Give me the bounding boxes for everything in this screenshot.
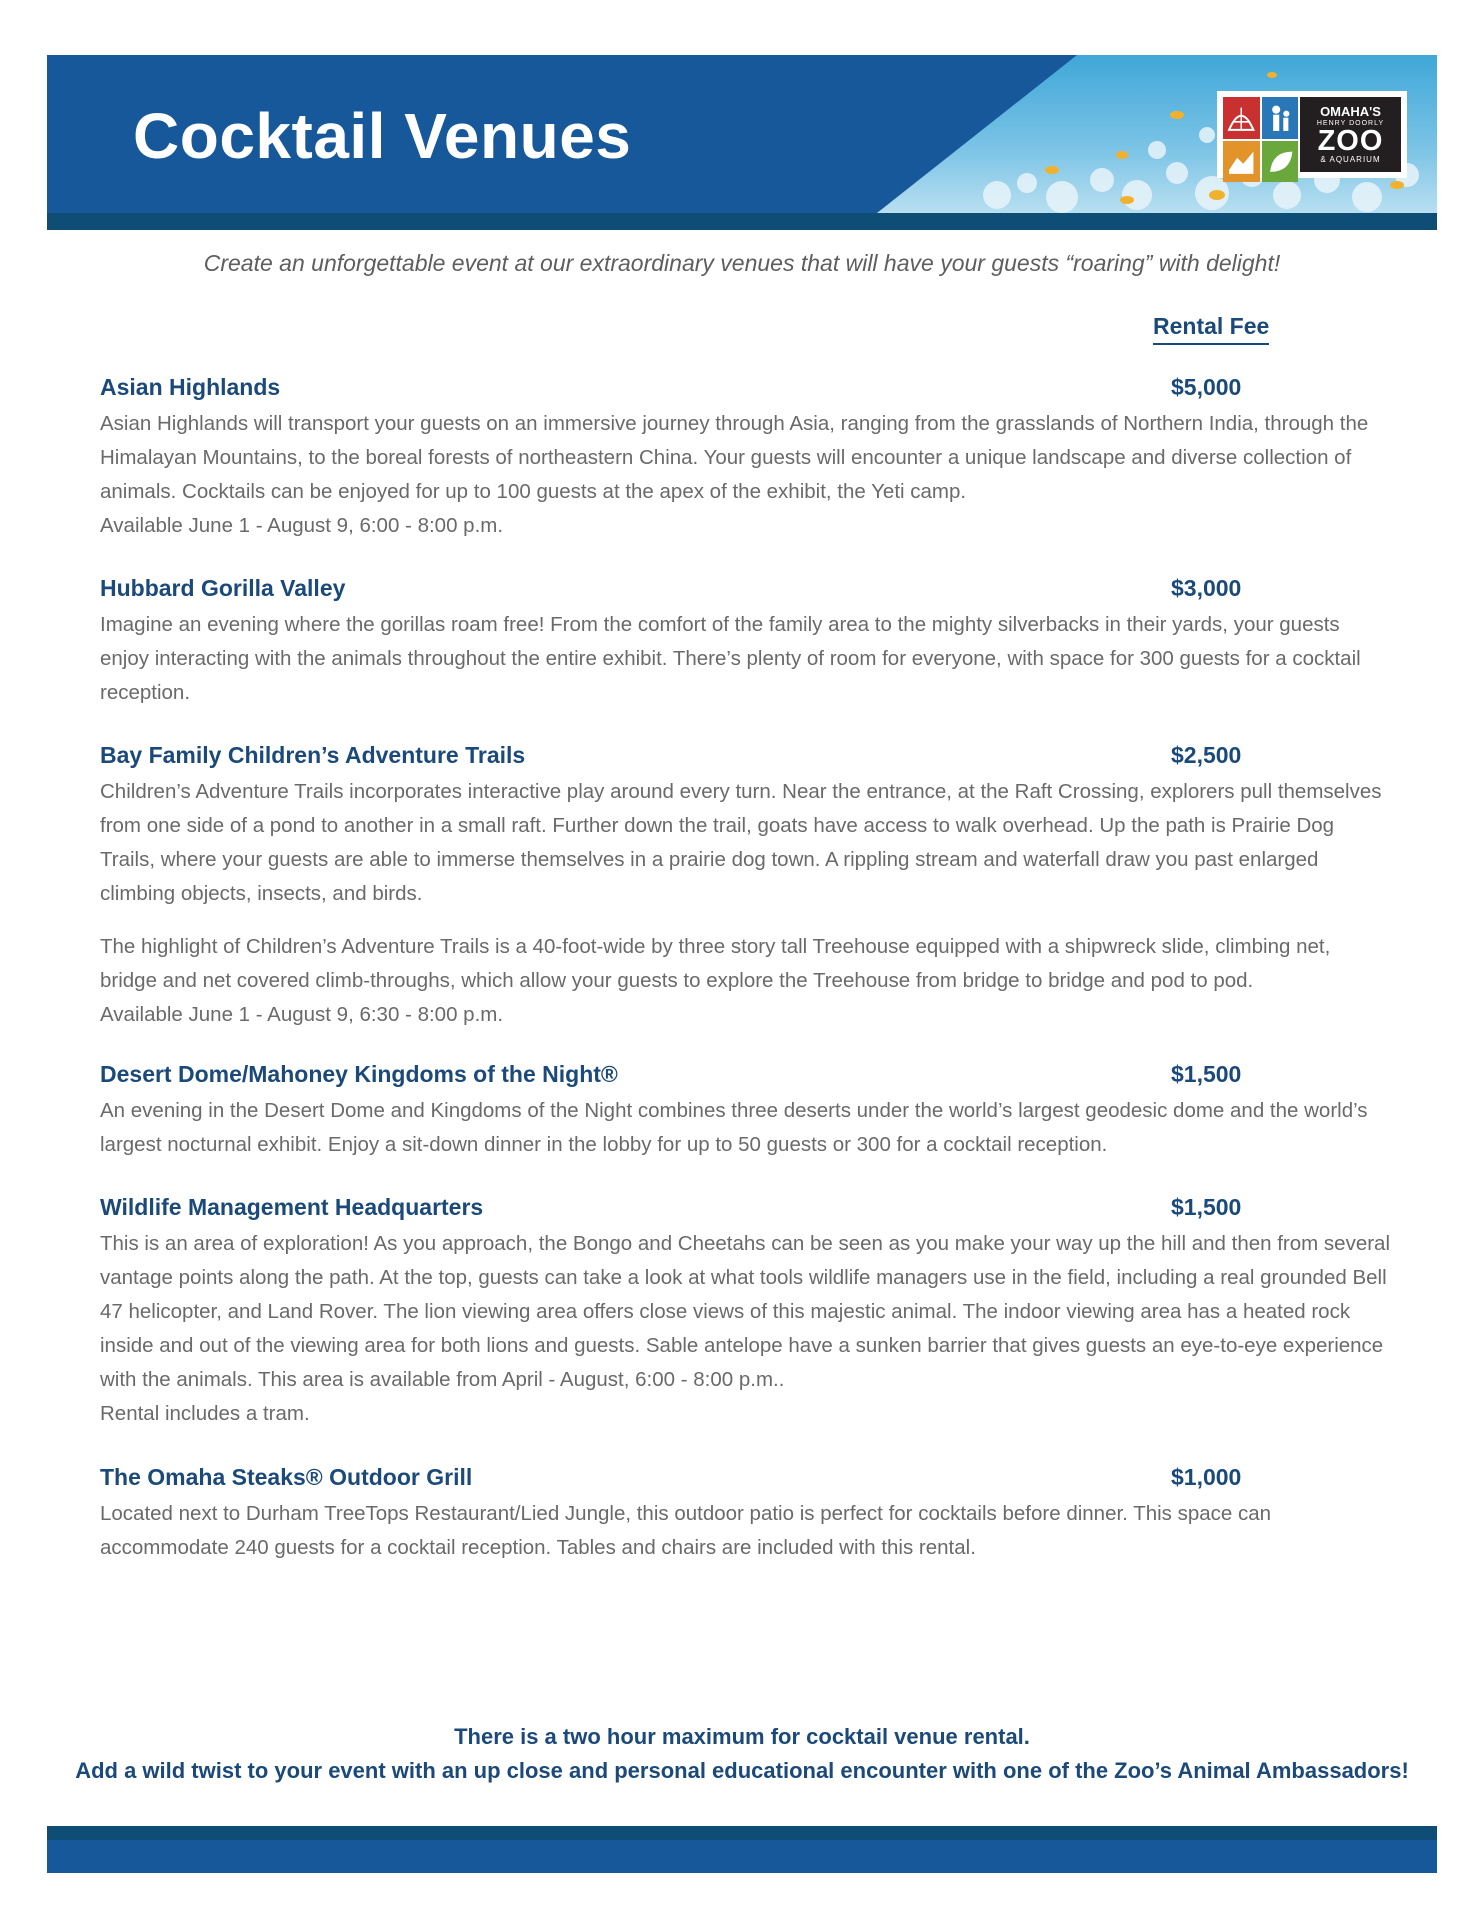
logo-icon-grid: [1223, 97, 1298, 172]
dome-icon: [1223, 97, 1260, 139]
venue-wildlife-management-hq: [100, 1194, 1390, 1431]
footer-bar: [47, 1826, 1437, 1873]
footer-line-2: Add a wild twist to your event with an up close and personal educational encounter with one of the Zoo’s Animal Ambassadors!: [75, 1758, 1409, 1783]
rental-fee-heading: Rental Fee: [1153, 313, 1269, 345]
venue-description-2: The highlight of Children’s Adventure Trails is a 40-foot-wide by three story tall Treehouse equipped with a shipwreck slide, climbing net, bridge and net covered climb-throughs, which allow your guests to explore the Treehouse from bridge to bridge and pod to pod. Available June 1 - August 9, 6:30 - 8:00 p.m.: [100, 935, 1331, 1026]
venue-description: An evening in the Desert Dome and Kingdoms of the Night combines three deserts under the world’s largest geodesic dome and the world’s largest nocturnal exhibit. Enjoy a sit-down dinner in the lobby for up to 50 guests or 300 for a cocktail reception.: [100, 1099, 1368, 1156]
venue-description: Asian Highlands will transport your guests on an immersive journey through Asia, ranging from the grasslands of Northern India, through the Himalayan Mountains, to the boreal forests of northeastern China. Your guests will encounter a unique landscape and diverse collection of animals. Cocktails can be enjoyed for up to 100 guests at the apex of the exhibit, the Yeti camp. Available June 1 - August 9, 6:00 - 8:00 p.m.: [100, 412, 1369, 537]
venue-name: The Omaha Steaks® Outdoor Grill: [100, 1464, 473, 1490]
venue-name: Asian Highlands: [100, 374, 281, 400]
venue-description: This is an area of exploration! As you approach, the Bongo and Cheetahs can be seen as you make your way up the hill and then from several vantage points along the path. At the top, guests can take a look at what tools wildlife managers use in the field, including a real grounded Bell 47 helicopter, and Land Rover. The lion viewing area offers close views of this majestic animal. The indoor viewing area has a heated rock inside and out of the viewing area for both lions and guests. Sable antelope have a sunken barrier that gives guests an eye-to-eye experience with the animals. This area is available from April - August, 6:00 - 8:00 p.m.. Rental includes a tram.: [100, 1232, 1391, 1425]
venue-name: Hubbard Gorilla Valley: [100, 575, 346, 601]
venue-name: Bay Family Children’s Adventure Trails: [100, 742, 526, 768]
intro-text: Create an unforgettable event at our extraordinary venues that will have your guests “roaring” with delight!: [203, 250, 1281, 276]
venue-description: Located next to Durham TreeTops Restaurant/Lied Jungle, this outdoor patio is perfect for cocktails before dinner. This space can accommodate 240 guests for a cocktail reception. Tables and chairs are included with this rental.: [100, 1502, 1272, 1559]
logo-line-3: ZOO: [1317, 125, 1384, 157]
venue-fee: $2,500: [1171, 742, 1242, 768]
venue-outdoor-grill: [100, 1464, 1390, 1565]
venue-fee: $1,500: [1171, 1194, 1242, 1220]
logo-wordmark: [1300, 97, 1401, 172]
venue-fee: $1,000: [1171, 1464, 1242, 1490]
venue-fee: $1,500: [1171, 1061, 1242, 1087]
venue-name: Desert Dome/Mahoney Kingdoms of the Night®: [100, 1061, 618, 1087]
footer-note: [0, 1720, 1484, 1788]
zoo-logo: [1217, 91, 1407, 178]
animal-icon: [1223, 141, 1260, 183]
header-strip: [47, 213, 1437, 230]
venue-name: Wildlife Management Headquarters: [100, 1194, 484, 1220]
logo-line-2: HENRY DOORLY: [1316, 120, 1385, 127]
family-icon: [1262, 97, 1299, 139]
leaf-icon: [1262, 141, 1299, 183]
venue-hubbard-gorilla-valley: [100, 575, 1390, 710]
page-title: Cocktail Venues: [133, 100, 632, 172]
venue-fee: $3,000: [1171, 575, 1242, 601]
footer-line-1: There is a two hour maximum for cocktail venue rental.: [454, 1724, 1030, 1749]
venue-description: Children’s Adventure Trails incorporates interactive play around every turn. Near the entrance, at the Raft Crossing, explorers pull themselves from one side of a pond to another in a small raft. Further down the trail, goats have access to walk overhead. Up the path is Prairie Dog Trails, where your guests are able to immerse themselves in a prairie dog town. A rippling stream and waterfall draw you past enlarged climbing objects, insects, and birds.: [100, 780, 1382, 905]
venue-desert-dome: [100, 1061, 1390, 1162]
venue-asian-highlands: [100, 374, 1390, 543]
logo-line-1: OMAHA'S: [1320, 104, 1381, 119]
venue-childrens-adventure-trails: [100, 742, 1390, 1032]
venue-description: Imagine an evening where the gorillas roam free! From the comfort of the family area to the mighty silverbacks in their yards, your guests enjoy interacting with the animals throughout the entire exhibit. There’s plenty of room for everyone, with space for 300 guests for a cocktail reception.: [100, 613, 1361, 704]
venue-fee: $5,000: [1171, 374, 1242, 400]
logo-line-4: & AQUARIUM: [1320, 155, 1381, 164]
